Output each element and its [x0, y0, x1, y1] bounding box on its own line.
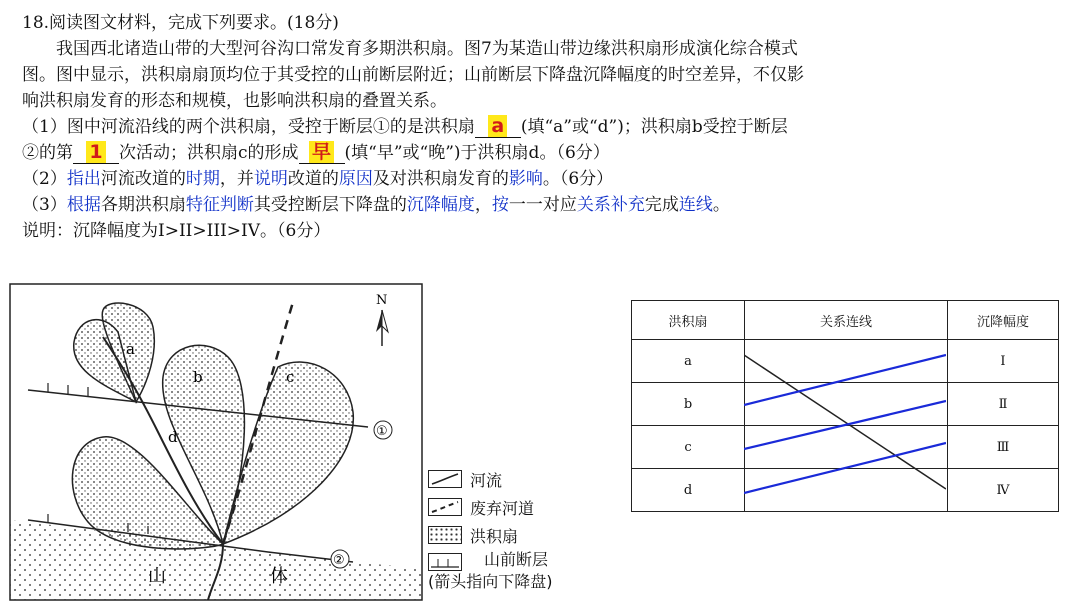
fault-2-label: ② [333, 553, 345, 568]
q1-answer-2: 1 [86, 141, 105, 163]
material-line-3: 响洪积扇发育的形态和规模，也影响洪积扇的叠置关系。 [22, 91, 447, 111]
relation-table [631, 300, 1059, 512]
material-line-2: 图。图中显示，洪积扇扇顶均位于其受控的山前断层附近；山前断层下降盘沉降幅度的时空差异，不仅影 [22, 65, 804, 85]
material-line-1: 我国西北诸造山带的大型河谷沟口常发育多期洪积扇。图7为某造山带边缘洪积扇形成演化综合模式 [56, 39, 798, 59]
q3-part: 。 [712, 195, 730, 215]
q2-keyword: 时期 [185, 169, 220, 189]
fan-legend-icon [428, 526, 462, 544]
fault-1-label: ① [376, 424, 388, 439]
q1-text-e: (填“早”或“晚”)于洪积扇d。（6分） [344, 143, 610, 163]
legend-fault [428, 549, 628, 593]
legend-fault-text [428, 549, 553, 593]
row-level: Ⅰ [948, 340, 1059, 383]
row-level: Ⅳ [948, 469, 1059, 512]
legend-river-label: 河流 [470, 470, 503, 490]
q1-blank-2[interactable] [73, 142, 119, 164]
q2-part: ，并 [219, 169, 254, 189]
q2-part: 河流改道的 [100, 169, 186, 189]
fan-label-c: c [286, 368, 295, 386]
question-2 [22, 166, 1072, 192]
legend-abandoned-label: 废弃河道 [470, 498, 535, 518]
legend-fan [428, 521, 628, 549]
q2-keyword: 影响 [508, 169, 543, 189]
fan-model-map [8, 282, 428, 602]
q3-part: （3） [22, 195, 67, 215]
q3-keyword: 特征判断 [185, 195, 254, 215]
q3-keyword: 沉降幅度 [406, 195, 475, 215]
question-3 [22, 192, 1072, 218]
legend-abandoned [428, 493, 628, 521]
q2-part: 改道的 [287, 169, 339, 189]
q1-blank-3[interactable] [299, 142, 345, 164]
q3-keyword: 连线 [678, 195, 713, 215]
map-svg [8, 282, 428, 602]
q1-blank-1[interactable] [475, 116, 521, 138]
mountain-char-2: 体 [270, 566, 288, 587]
relation-cell [745, 426, 948, 469]
relation-cell [745, 469, 948, 512]
q1-text-b: (填“a”或“d”)；洪积扇b受控于断层 [520, 117, 788, 137]
q3-part: 各期洪积扇 [100, 195, 186, 215]
q1-text-d: 次活动；洪积扇c的形成 [119, 143, 299, 163]
header-relation: 关系连线 [745, 301, 948, 340]
q3-keyword: 按 [491, 195, 509, 215]
row-fan: a [632, 340, 745, 383]
q2-keyword: 说明 [253, 169, 288, 189]
legend-fault-label: 山前断层 [484, 550, 549, 569]
q3-part: ， [474, 195, 492, 215]
legend-fault-note: (箭头指向下降盘) [428, 572, 553, 591]
question-title: 18.阅读图文材料，完成下列要求。(18分) [22, 13, 339, 33]
fan-label-a: a [126, 340, 135, 358]
q1-text-a: （1）图中河流沿线的两个洪积扇，受控于断层①的是洪积扇 [22, 117, 475, 137]
q2-part: 。（6分） [542, 169, 614, 189]
q3-part: 其受控断层下降盘的 [253, 195, 407, 215]
q1-answer-3: 早 [309, 141, 334, 163]
q3-keyword: 关系补充 [576, 195, 645, 215]
question-1-line-1 [22, 114, 1072, 140]
q1-answer-1: a [488, 115, 507, 137]
fan-label-b: b [193, 368, 203, 386]
abandoned-channel-legend-icon [428, 498, 462, 516]
q3-part: 完成 [644, 195, 679, 215]
q3-part: 一一对应 [508, 195, 577, 215]
legend-river [428, 465, 628, 493]
map-legend [428, 465, 628, 593]
relation-cell [745, 383, 948, 426]
q2-part: 及对洪积扇发育的 [372, 169, 509, 189]
mountain-char-1: 山 [148, 566, 166, 587]
q2-part: （2） [22, 169, 67, 189]
note: 说明：沉降幅度为I>II>III>IV。（6分） [22, 221, 331, 241]
legend-fan-label: 洪积扇 [470, 526, 519, 546]
row-level: Ⅱ [948, 383, 1059, 426]
row-fan: d [632, 469, 745, 512]
question-block [22, 10, 1072, 244]
header-fan: 洪积扇 [632, 301, 745, 340]
q2-keyword: 原因 [338, 169, 373, 189]
q1-text-c: ②的第 [22, 143, 73, 163]
fan-label-d: d [168, 428, 178, 446]
q3-keyword: 根据 [66, 195, 101, 215]
row-level: Ⅲ [948, 426, 1059, 469]
river-legend-icon [428, 470, 462, 488]
row-fan: b [632, 383, 745, 426]
fault-legend-icon [428, 553, 462, 571]
q2-keyword: 指出 [66, 169, 101, 189]
north-label: N [376, 293, 388, 308]
relation-cell [745, 340, 948, 383]
question-1-line-2 [22, 140, 1072, 166]
row-fan: c [632, 426, 745, 469]
header-level: 沉降幅度 [948, 301, 1059, 340]
